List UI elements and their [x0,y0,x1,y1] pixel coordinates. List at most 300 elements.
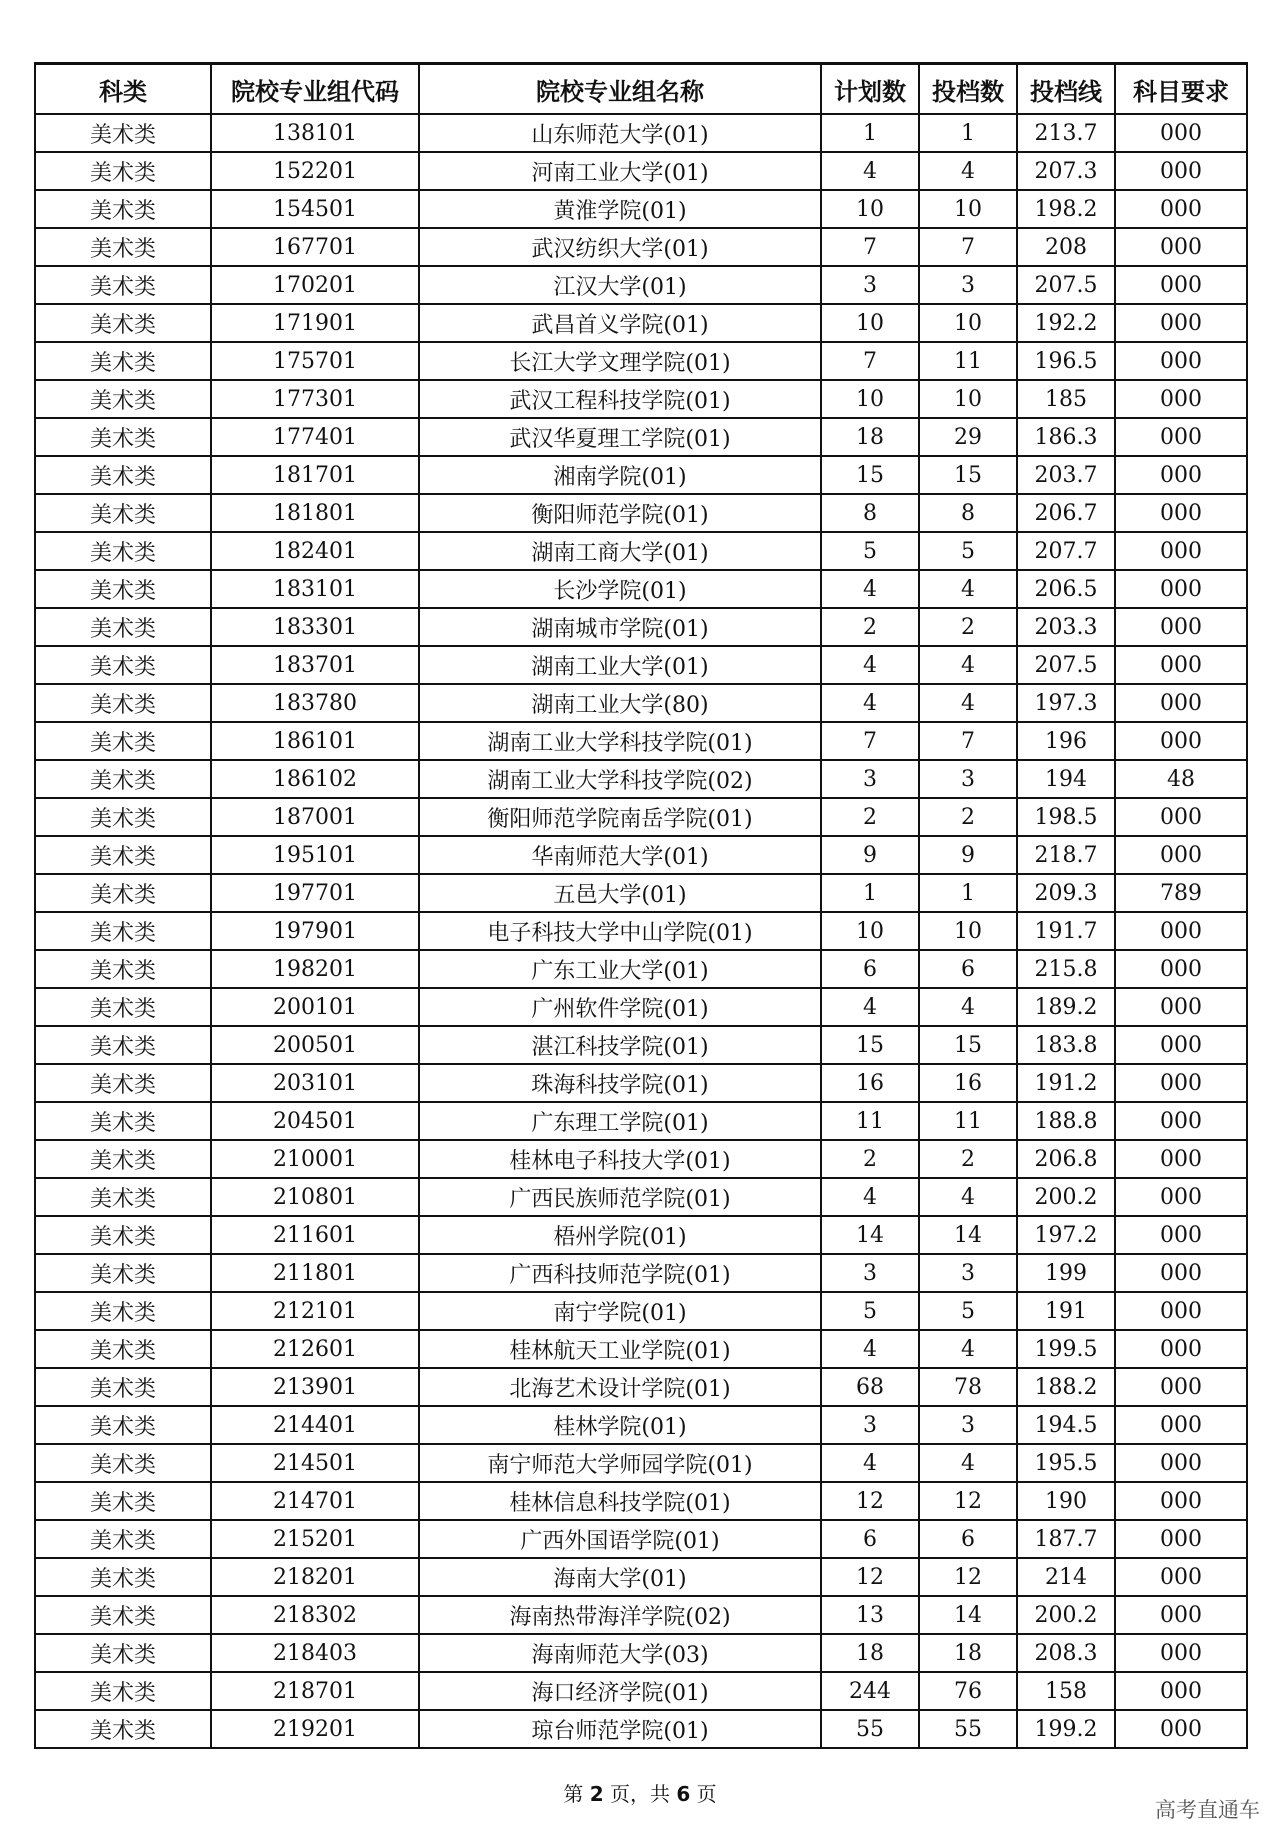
category-cell: 美术类 [35,1254,211,1292]
column-header: 院校专业组名称 [419,64,821,115]
group-name-cell: 江汉大学(01) [419,266,821,304]
cutoff-score-cell: 191.2 [1017,1064,1115,1102]
subject-req-cell: 000 [1115,190,1247,228]
admitted-count-cell: 29 [919,418,1017,456]
cutoff-score-cell: 197.3 [1017,684,1115,722]
cutoff-score-cell: 206.5 [1017,570,1115,608]
table-row [35,342,1247,380]
category-cell: 美术类 [35,798,211,836]
cutoff-score-cell: 214 [1017,1558,1115,1596]
subject-req-cell: 000 [1115,494,1247,532]
category-cell: 美术类 [35,114,211,152]
group-code-cell: 197901 [211,912,419,950]
plan-count-cell: 3 [821,1406,919,1444]
category-cell: 美术类 [35,342,211,380]
group-name-cell: 山东师范大学(01) [419,114,821,152]
table-header [35,64,1247,115]
category-cell: 美术类 [35,304,211,342]
group-name-cell: 衡阳师范学院南岳学院(01) [419,798,821,836]
table-row [35,1710,1247,1748]
group-code-cell: 138101 [211,114,419,152]
category-cell: 美术类 [35,1558,211,1596]
group-code-cell: 219201 [211,1710,419,1748]
table-row [35,912,1247,950]
subject-req-cell: 48 [1115,760,1247,798]
subject-req-cell: 000 [1115,836,1247,874]
group-code-cell: 183701 [211,646,419,684]
category-cell: 美术类 [35,760,211,798]
group-name-cell: 广东工业大学(01) [419,950,821,988]
group-name-cell: 桂林信息科技学院(01) [419,1482,821,1520]
cutoff-score-cell: 187.7 [1017,1520,1115,1558]
table-row [35,494,1247,532]
plan-count-cell: 3 [821,266,919,304]
category-cell: 美术类 [35,570,211,608]
group-name-cell: 琼台师范学院(01) [419,1710,821,1748]
group-name-cell: 黄淮学院(01) [419,190,821,228]
cutoff-score-cell: 191.7 [1017,912,1115,950]
table-row [35,1216,1247,1254]
group-code-cell: 198201 [211,950,419,988]
subject-req-cell: 000 [1115,684,1247,722]
table-row [35,798,1247,836]
category-cell: 美术类 [35,684,211,722]
group-name-cell: 长江大学文理学院(01) [419,342,821,380]
plan-count-cell: 7 [821,722,919,760]
category-cell: 美术类 [35,1368,211,1406]
category-cell: 美术类 [35,456,211,494]
table-row [35,532,1247,570]
admitted-count-cell: 14 [919,1596,1017,1634]
plan-count-cell: 12 [821,1482,919,1520]
admitted-count-cell: 6 [919,1520,1017,1558]
category-cell: 美术类 [35,874,211,912]
cutoff-score-cell: 194 [1017,760,1115,798]
group-name-cell: 南宁师范大学师园学院(01) [419,1444,821,1482]
table-row [35,1178,1247,1216]
table-row [35,1140,1247,1178]
subject-req-cell: 000 [1115,1254,1247,1292]
admitted-count-cell: 10 [919,912,1017,950]
table-row [35,1292,1247,1330]
footer-prefix: 第 [563,1782,584,1806]
footer-suffix: 页 [696,1782,717,1806]
plan-count-cell: 5 [821,532,919,570]
group-name-cell: 桂林电子科技大学(01) [419,1140,821,1178]
plan-count-cell: 7 [821,228,919,266]
category-cell: 美术类 [35,494,211,532]
category-cell: 美术类 [35,1064,211,1102]
cutoff-score-cell: 158 [1017,1672,1115,1710]
plan-count-cell: 10 [821,912,919,950]
subject-req-cell: 000 [1115,722,1247,760]
admitted-count-cell: 4 [919,1178,1017,1216]
plan-count-cell: 3 [821,760,919,798]
group-code-cell: 183780 [211,684,419,722]
plan-count-cell: 4 [821,152,919,190]
page-footer [0,1778,1280,1807]
plan-count-cell: 8 [821,494,919,532]
plan-count-cell: 4 [821,646,919,684]
cutoff-score-cell: 218.7 [1017,836,1115,874]
group-code-cell: 177301 [211,380,419,418]
category-cell: 美术类 [35,1444,211,1482]
group-name-cell: 南宁学院(01) [419,1292,821,1330]
group-name-cell: 长沙学院(01) [419,570,821,608]
table-body [35,114,1247,1748]
table-row [35,380,1247,418]
cutoff-score-cell: 183.8 [1017,1026,1115,1064]
table-row [35,1558,1247,1596]
table-row [35,570,1247,608]
table-row [35,950,1247,988]
table-row [35,1520,1247,1558]
group-name-cell: 桂林学院(01) [419,1406,821,1444]
category-cell: 美术类 [35,1178,211,1216]
group-name-cell: 华南师范大学(01) [419,836,821,874]
table-row [35,1634,1247,1672]
group-code-cell: 183101 [211,570,419,608]
admitted-count-cell: 9 [919,836,1017,874]
table-row [35,646,1247,684]
cutoff-score-cell: 198.5 [1017,798,1115,836]
cutoff-score-cell: 199.5 [1017,1330,1115,1368]
subject-req-cell: 000 [1115,1634,1247,1672]
group-name-cell: 武汉华夏理工学院(01) [419,418,821,456]
group-name-cell: 海口经济学院(01) [419,1672,821,1710]
group-name-cell: 北海艺术设计学院(01) [419,1368,821,1406]
plan-count-cell: 2 [821,798,919,836]
group-code-cell: 200101 [211,988,419,1026]
admitted-count-cell: 3 [919,760,1017,798]
plan-count-cell: 9 [821,836,919,874]
subject-req-cell: 000 [1115,456,1247,494]
group-code-cell: 177401 [211,418,419,456]
plan-count-cell: 11 [821,1102,919,1140]
group-code-cell: 170201 [211,266,419,304]
group-code-cell: 218201 [211,1558,419,1596]
group-name-cell: 梧州学院(01) [419,1216,821,1254]
admitted-count-cell: 76 [919,1672,1017,1710]
group-name-cell: 广西科技师范学院(01) [419,1254,821,1292]
table-row [35,1672,1247,1710]
column-header: 科类 [35,64,211,115]
group-code-cell: 211601 [211,1216,419,1254]
cutoff-score-cell: 190 [1017,1482,1115,1520]
plan-count-cell: 68 [821,1368,919,1406]
cutoff-score-cell: 206.7 [1017,494,1115,532]
category-cell: 美术类 [35,1292,211,1330]
table-row [35,152,1247,190]
group-code-cell: 218701 [211,1672,419,1710]
admitted-count-cell: 5 [919,532,1017,570]
admitted-count-cell: 2 [919,798,1017,836]
cutoff-score-cell: 188.8 [1017,1102,1115,1140]
cutoff-score-cell: 196 [1017,722,1115,760]
cutoff-score-cell: 209.3 [1017,874,1115,912]
plan-count-cell: 3 [821,1254,919,1292]
category-cell: 美术类 [35,152,211,190]
category-cell: 美术类 [35,1520,211,1558]
plan-count-cell: 4 [821,570,919,608]
group-code-cell: 214501 [211,1444,419,1482]
subject-req-cell: 000 [1115,950,1247,988]
subject-req-cell: 000 [1115,1596,1247,1634]
table-row [35,1406,1247,1444]
category-cell: 美术类 [35,1482,211,1520]
cutoff-score-cell: 194.5 [1017,1406,1115,1444]
table-row [35,456,1247,494]
group-code-cell: 186101 [211,722,419,760]
watermark-text: 高考直通车 [1155,1798,1260,1822]
footer-middle: 页，共 [610,1782,670,1806]
cutoff-score-cell: 208.3 [1017,1634,1115,1672]
admitted-count-cell: 18 [919,1634,1017,1672]
category-cell: 美术类 [35,1140,211,1178]
plan-count-cell: 55 [821,1710,919,1748]
plan-count-cell: 1 [821,114,919,152]
plan-count-cell: 15 [821,456,919,494]
group-name-cell: 广西民族师范学院(01) [419,1178,821,1216]
admitted-count-cell: 2 [919,1140,1017,1178]
plan-count-cell: 16 [821,1064,919,1102]
cutoff-score-cell: 186.3 [1017,418,1115,456]
cutoff-score-cell: 200.2 [1017,1596,1115,1634]
category-cell: 美术类 [35,608,211,646]
admitted-count-cell: 15 [919,1026,1017,1064]
admitted-count-cell: 4 [919,988,1017,1026]
group-name-cell: 湛江科技学院(01) [419,1026,821,1064]
admitted-count-cell: 1 [919,874,1017,912]
category-cell: 美术类 [35,418,211,456]
admitted-count-cell: 4 [919,152,1017,190]
plan-count-cell: 244 [821,1672,919,1710]
subject-req-cell: 000 [1115,1710,1247,1748]
admitted-count-cell: 4 [919,1330,1017,1368]
table-row [35,874,1247,912]
category-cell: 美术类 [35,836,211,874]
group-code-cell: 197701 [211,874,419,912]
plan-count-cell: 10 [821,380,919,418]
plan-count-cell: 2 [821,608,919,646]
group-code-cell: 214701 [211,1482,419,1520]
subject-req-cell: 000 [1115,380,1247,418]
group-code-cell: 152201 [211,152,419,190]
category-cell: 美术类 [35,722,211,760]
table-row [35,1102,1247,1140]
subject-req-cell: 000 [1115,1140,1247,1178]
subject-req-cell: 000 [1115,304,1247,342]
group-name-cell: 武汉工程科技学院(01) [419,380,821,418]
cutoff-score-cell: 191 [1017,1292,1115,1330]
cutoff-score-cell: 207.7 [1017,532,1115,570]
group-code-cell: 210801 [211,1178,419,1216]
table-row [35,1254,1247,1292]
group-code-cell: 218302 [211,1596,419,1634]
table-row [35,190,1247,228]
group-name-cell: 海南热带海洋学院(02) [419,1596,821,1634]
plan-count-cell: 15 [821,1026,919,1064]
group-code-cell: 204501 [211,1102,419,1140]
admitted-count-cell: 3 [919,1254,1017,1292]
plan-count-cell: 18 [821,1634,919,1672]
cutoff-score-cell: 199 [1017,1254,1115,1292]
subject-req-cell: 000 [1115,988,1247,1026]
subject-req-cell: 000 [1115,912,1247,950]
table-row [35,1330,1247,1368]
group-code-cell: 200501 [211,1026,419,1064]
table-row [35,266,1247,304]
group-name-cell: 衡阳师范学院(01) [419,494,821,532]
group-code-cell: 212101 [211,1292,419,1330]
group-code-cell: 212601 [211,1330,419,1368]
admitted-count-cell: 10 [919,304,1017,342]
table-row [35,1064,1247,1102]
plan-count-cell: 10 [821,190,919,228]
group-code-cell: 187001 [211,798,419,836]
plan-count-cell: 13 [821,1596,919,1634]
group-name-cell: 五邑大学(01) [419,874,821,912]
table-row [35,760,1247,798]
cutoff-score-cell: 199.2 [1017,1710,1115,1748]
cutoff-score-cell: 200.2 [1017,1178,1115,1216]
subject-req-cell: 000 [1115,1064,1247,1102]
plan-count-cell: 18 [821,418,919,456]
group-name-cell: 珠海科技学院(01) [419,1064,821,1102]
subject-req-cell: 000 [1115,1292,1247,1330]
subject-req-cell: 000 [1115,1520,1247,1558]
table-row [35,1444,1247,1482]
subject-req-cell: 000 [1115,1216,1247,1254]
footer-total-pages: 6 [676,1782,691,1806]
plan-count-cell: 6 [821,1520,919,1558]
footer-page-number: 2 [589,1782,604,1806]
group-code-cell: 214401 [211,1406,419,1444]
plan-count-cell: 12 [821,1558,919,1596]
subject-req-cell: 000 [1115,1330,1247,1368]
column-header: 投档线 [1017,64,1115,115]
subject-req-cell: 000 [1115,114,1247,152]
table-row [35,1596,1247,1634]
subject-req-cell: 000 [1115,532,1247,570]
subject-req-cell: 000 [1115,570,1247,608]
plan-count-cell: 4 [821,1330,919,1368]
group-name-cell: 广州软件学院(01) [419,988,821,1026]
cutoff-score-cell: 185 [1017,380,1115,418]
plan-count-cell: 5 [821,1292,919,1330]
admitted-count-cell: 4 [919,684,1017,722]
group-code-cell: 175701 [211,342,419,380]
subject-req-cell: 000 [1115,152,1247,190]
admitted-count-cell: 7 [919,722,1017,760]
subject-req-cell: 000 [1115,1026,1247,1064]
admitted-count-cell: 8 [919,494,1017,532]
admitted-count-cell: 16 [919,1064,1017,1102]
table-row [35,684,1247,722]
subject-req-cell: 000 [1115,1102,1247,1140]
table-row [35,304,1247,342]
category-cell: 美术类 [35,950,211,988]
group-code-cell: 186102 [211,760,419,798]
admitted-count-cell: 1 [919,114,1017,152]
cutoff-score-cell: 188.2 [1017,1368,1115,1406]
group-code-cell: 171901 [211,304,419,342]
group-code-cell: 203101 [211,1064,419,1102]
group-name-cell: 海南师范大学(03) [419,1634,821,1672]
category-cell: 美术类 [35,1672,211,1710]
category-cell: 美术类 [35,1634,211,1672]
header-row [35,64,1247,115]
admitted-count-cell: 12 [919,1558,1017,1596]
admission-table [34,62,1248,1749]
plan-count-cell: 6 [821,950,919,988]
category-cell: 美术类 [35,1710,211,1748]
cutoff-score-cell: 198.2 [1017,190,1115,228]
category-cell: 美术类 [35,190,211,228]
cutoff-score-cell: 203.7 [1017,456,1115,494]
admitted-count-cell: 12 [919,1482,1017,1520]
cutoff-score-cell: 213.7 [1017,114,1115,152]
group-name-cell: 广东理工学院(01) [419,1102,821,1140]
group-code-cell: 181801 [211,494,419,532]
group-code-cell: 182401 [211,532,419,570]
group-name-cell: 湘南学院(01) [419,456,821,494]
cutoff-score-cell: 192.2 [1017,304,1115,342]
admitted-count-cell: 15 [919,456,1017,494]
table-row [35,722,1247,760]
group-code-cell: 181701 [211,456,419,494]
admitted-count-cell: 3 [919,1406,1017,1444]
group-code-cell: 210001 [211,1140,419,1178]
group-name-cell: 湖南工业大学科技学院(02) [419,760,821,798]
group-name-cell: 武昌首义学院(01) [419,304,821,342]
admitted-count-cell: 11 [919,1102,1017,1140]
cutoff-score-cell: 203.3 [1017,608,1115,646]
group-name-cell: 湖南工业大学(01) [419,646,821,684]
table-row [35,836,1247,874]
plan-count-cell: 10 [821,304,919,342]
group-code-cell: 211801 [211,1254,419,1292]
category-cell: 美术类 [35,1596,211,1634]
category-cell: 美术类 [35,1026,211,1064]
admitted-count-cell: 3 [919,266,1017,304]
category-cell: 美术类 [35,228,211,266]
subject-req-cell: 000 [1115,1558,1247,1596]
admitted-count-cell: 11 [919,342,1017,380]
subject-req-cell: 000 [1115,228,1247,266]
cutoff-score-cell: 207.5 [1017,646,1115,684]
group-code-cell: 213901 [211,1368,419,1406]
subject-req-cell: 000 [1115,1368,1247,1406]
cutoff-score-cell: 208 [1017,228,1115,266]
group-name-cell: 湖南工商大学(01) [419,532,821,570]
category-cell: 美术类 [35,532,211,570]
cutoff-score-cell: 195.5 [1017,1444,1115,1482]
category-cell: 美术类 [35,1102,211,1140]
category-cell: 美术类 [35,1406,211,1444]
column-header: 院校专业组代码 [211,64,419,115]
plan-count-cell: 4 [821,684,919,722]
cutoff-score-cell: 206.8 [1017,1140,1115,1178]
category-cell: 美术类 [35,1330,211,1368]
group-name-cell: 湖南工业大学科技学院(01) [419,722,821,760]
group-name-cell: 湖南工业大学(80) [419,684,821,722]
group-code-cell: 154501 [211,190,419,228]
subject-req-cell: 000 [1115,1178,1247,1216]
admitted-count-cell: 4 [919,1444,1017,1482]
group-code-cell: 183301 [211,608,419,646]
cutoff-score-cell: 207.3 [1017,152,1115,190]
